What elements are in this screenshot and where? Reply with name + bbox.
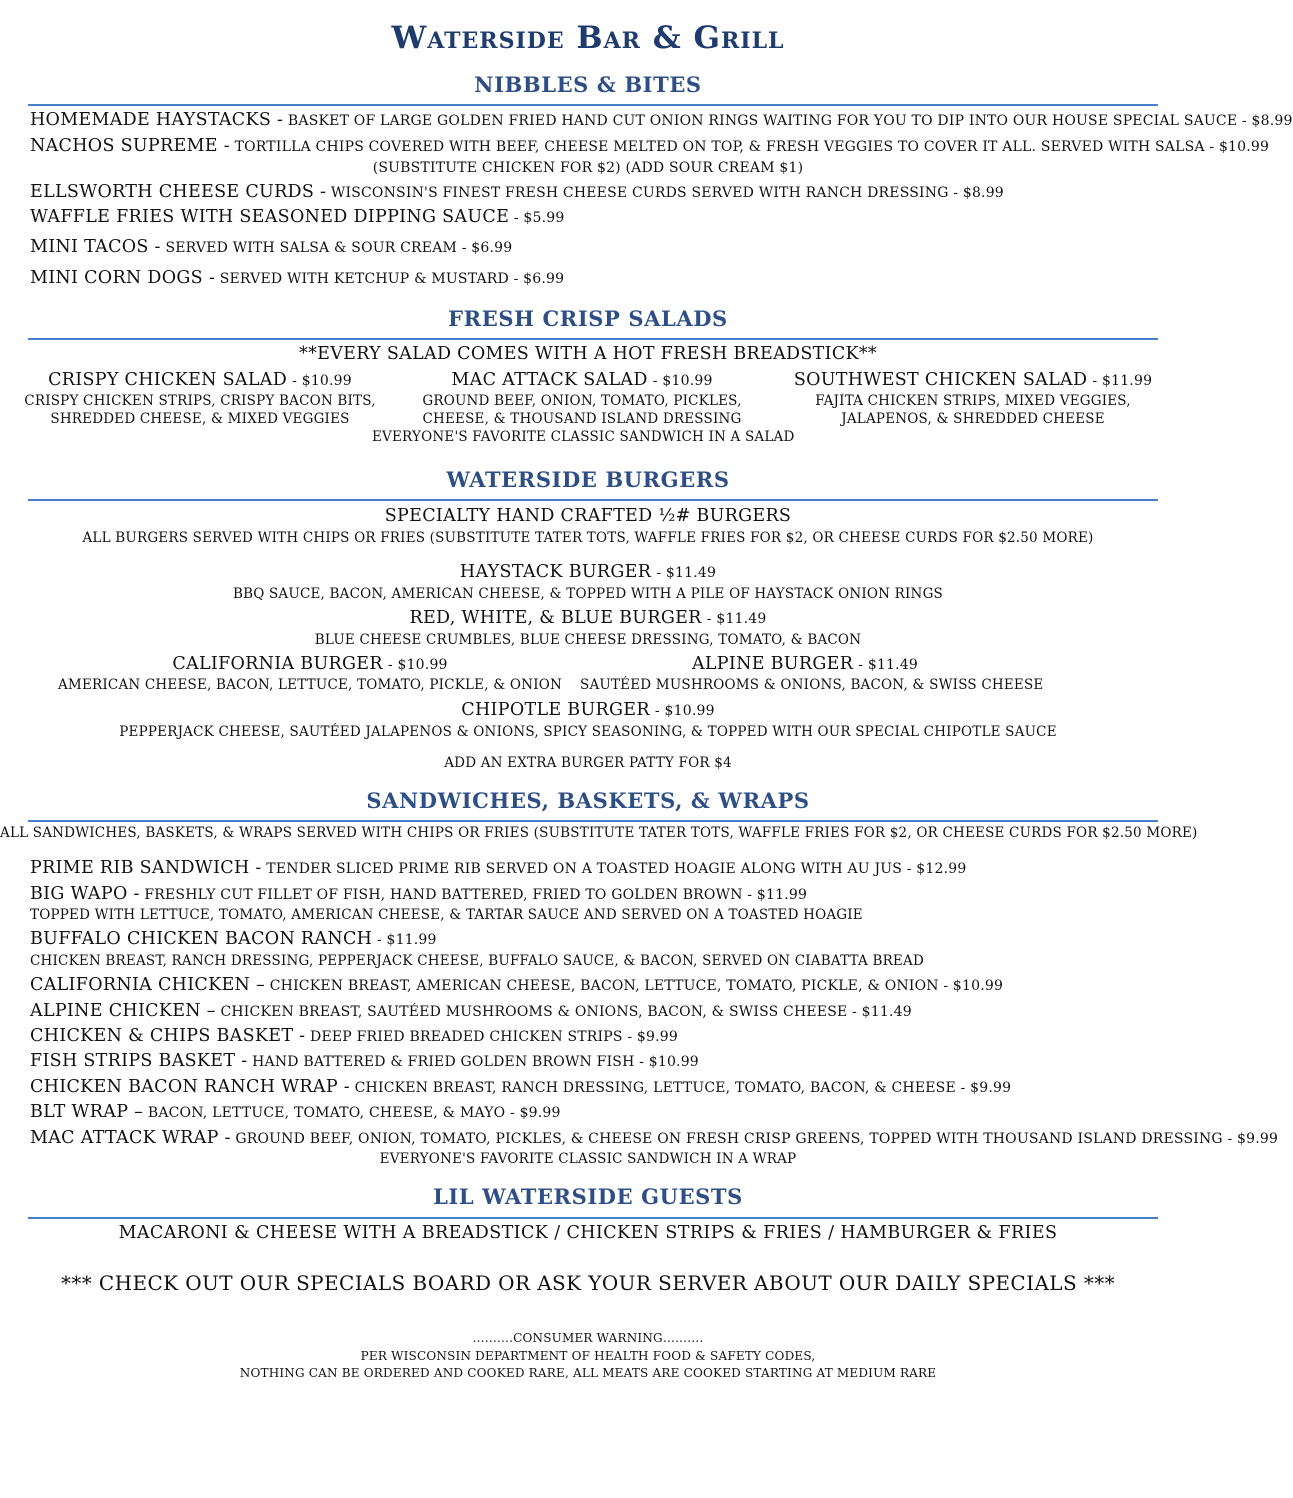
item-desc: SERVED WITH SALSA & SOUR CREAM - $6.99 — [165, 240, 513, 256]
item-name: BUFFALO CHICKEN BACON RANCH — [30, 929, 373, 949]
item-name: NACHOS SUPREME - — [30, 136, 230, 156]
item-desc: TENDER SLICED PRIME RIB SERVED ON A TOASTED HOAGIE ALONG WITH AU JUS - $12.99 — [266, 861, 967, 877]
item-desc-line: CRISPY CHICKEN STRIPS, CRISPY BACON BITS, — [24, 393, 376, 409]
section-heading-salads: FRESH CRISP SALADS — [448, 306, 728, 331]
item-name: CRISPY CHICKEN SALAD — [48, 370, 288, 390]
divider-salads — [28, 338, 1158, 340]
menu-item-waffle-fries — [30, 207, 565, 227]
item-desc: SERVED WITH KETCHUP & MUSTARD - $6.99 — [219, 271, 565, 287]
item-price: - $11.49 — [858, 657, 919, 673]
menu-item-mini-tacos — [30, 237, 512, 257]
burger-chipotle-desc: PEPPERJACK CHEESE, SAUTÉED JALAPENOS & ONIONS, SPICY SEASONING, & TOPPED WITH OUR SPECIAL CHIPOTLE SAUCE — [119, 724, 1057, 740]
item-price: - $11.49 — [656, 565, 717, 581]
item-desc-line: JALAPENOS, & SHREDDED CHEESE — [841, 411, 1105, 427]
nachos-note: (SUBSTITUTE CHICKEN FOR $2) (ADD SOUR CREAM $1) — [372, 160, 804, 176]
item-name: ALPINE CHICKEN – — [30, 1001, 216, 1021]
item-name: CALIFORNIA CHICKEN – — [30, 975, 266, 995]
item-name: ELLSWORTH CHEESE CURDS - — [30, 182, 327, 202]
menu-item-cheese-curds — [30, 182, 1004, 202]
divider-burgers — [28, 499, 1158, 501]
item-price: - $10.99 — [292, 373, 352, 389]
item-desc-line: CHEESE, & THOUSAND ISLAND DRESSING — [422, 411, 742, 427]
item-desc-line: EVERYONE'S FAVORITE CLASSIC SANDWICH IN A SALAD — [372, 429, 795, 445]
item-desc-line: SHREDDED CHEESE, & MIXED VEGGIES — [50, 411, 350, 427]
item-price: - $10.99 — [387, 657, 448, 673]
menu-item-prime-rib — [30, 858, 966, 878]
item-desc: TORTILLA CHIPS COVERED WITH BEEF, CHEESE MELTED ON TOP, & FRESH VEGGIES TO COVER IT ALL. SERVED WITH SALSA - $10.99 — [234, 139, 1270, 155]
item-desc: DEEP FRIED BREADED CHICKEN STRIPS - $9.99 — [310, 1029, 679, 1045]
burgers-subheading: SPECIALTY HAND CRAFTED ½# BURGERS — [384, 506, 792, 526]
section-heading-kids: LIL WATERSIDE GUESTS — [433, 1184, 743, 1209]
burgers-extra-patty: ADD AN EXTRA BURGER PATTY FOR $4 — [444, 755, 732, 771]
consumer-warning-line: NOTHING CAN BE ORDERED AND COOKED RARE, ALL MEATS ARE COOKED STARTING AT MEDIUM RARE — [239, 1366, 937, 1380]
item-price: - $11.49 — [706, 611, 767, 627]
divider-kids — [28, 1217, 1158, 1219]
item-name: SOUTHWEST CHICKEN SALAD — [793, 370, 1088, 390]
item-desc: HAND BATTERED & FRIED GOLDEN BROWN FISH - $10.99 — [252, 1054, 699, 1070]
item-name: MAC ATTACK SALAD — [451, 370, 648, 390]
menu-item-mac-attack-wrap — [30, 1128, 1278, 1148]
item-desc: CHICKEN BREAST, SAUTÉED MUSHROOMS & ONIONS, BACON, & SWISS CHEESE - $11.49 — [220, 1004, 912, 1020]
item-name: CHICKEN & CHIPS BASKET - — [30, 1026, 306, 1046]
kids-menu-line: MACARONI & CHEESE WITH A BREADSTICK / CHICKEN STRIPS & FRIES / HAMBURGER & FRIES — [118, 1223, 1058, 1243]
item-name: CHICKEN BACON RANCH WRAP - — [30, 1077, 350, 1097]
item-price: - $11.99 — [1092, 373, 1153, 389]
menu-item-chicken-chips — [30, 1026, 678, 1046]
item-desc: SAUTÉED MUSHROOMS & ONIONS, BACON, & SWISS CHEESE — [580, 677, 1044, 693]
item-desc: FRESHLY CUT FILLET OF FISH, HAND BATTERED, FRIED TO GOLDEN BROWN - $11.99 — [144, 887, 808, 903]
consumer-warning-title: ……….CONSUMER WARNING………. — [472, 1331, 704, 1345]
item-desc: CHICKEN BREAST, RANCH DRESSING, LETTUCE, TOMATO, BACON, & CHEESE - $9.99 — [354, 1080, 1012, 1096]
burger-red-white-blue — [0, 608, 1176, 628]
menu-item-mini-corn-dogs — [30, 268, 564, 288]
consumer-warning-line: PER WISCONSIN DEPARTMENT OF HEALTH FOOD & SAFETY CODES, — [360, 1349, 816, 1363]
menu-item-california-chicken — [30, 975, 1003, 995]
item-name: RED, WHITE, & BLUE BURGER — [409, 608, 702, 628]
menu-item-big-wapo — [30, 884, 807, 904]
section-heading-nibbles: NIBBLES & BITES — [474, 72, 702, 97]
burger-haystack-desc: BBQ SAUCE, BACON, AMERICAN CHEESE, & TOPPED WITH A PILE OF HAYSTACK ONION RINGS — [232, 586, 943, 602]
item-name: CALIFORNIA BURGER — [172, 654, 383, 674]
mac-attack-wrap-note: EVERYONE'S FAVORITE CLASSIC SANDWICH IN A WRAP — [379, 1151, 797, 1167]
item-desc: BASKET OF LARGE GOLDEN FRIED HAND CUT ONION RINGS WAITING FOR YOU TO DIP INTO OUR HOUSE SPECIAL SAUCE - $8.99 — [287, 113, 1293, 129]
item-desc: CHICKEN BREAST, AMERICAN CHEESE, BACON, LETTUCE, TOMATO, PICKLE, & ONION - $10.99 — [269, 978, 1004, 994]
salad-southwest-chicken — [790, 370, 1156, 427]
menu-item-chicken-bacon-ranch-wrap — [30, 1077, 1011, 1097]
item-name: MINI TACOS - — [30, 237, 161, 257]
item-name: MINI CORN DOGS - — [30, 268, 216, 288]
item-desc: AMERICAN CHEESE, BACON, LETTUCE, TOMATO, PICKLE, & ONION — [57, 677, 563, 693]
item-name: ALPINE BURGER — [691, 654, 854, 674]
menu-item-fish-strips — [30, 1051, 699, 1071]
menu-item-blt-wrap — [30, 1102, 561, 1122]
section-heading-sandwiches: SANDWICHES, BASKETS, & WRAPS — [366, 788, 810, 813]
item-price: - $10.99 — [654, 703, 715, 719]
item-desc: GROUND BEEF, ONION, TOMATO, PICKLES, & CHEESE ON FRESH CRISP GREENS, TOPPED WITH THOUSAND ISLAND DRESSING - $9.99 — [235, 1131, 1279, 1147]
item-name: WAFFLE FRIES WITH SEASONED DIPPING SAUCE — [30, 207, 510, 227]
item-name: MAC ATTACK WRAP - — [30, 1128, 231, 1148]
item-desc-line: GROUND BEEF, ONION, TOMATO, PICKLES, — [422, 393, 742, 409]
sandwiches-note: ALL SANDWICHES, BASKETS, & WRAPS SERVED WITH CHIPS OR FRIES (SUBSTITUTE TATER TOTS, WAFFLE FRIES FOR $2, OR CHEESE CURDS FOR $2.50 MORE) — [0, 825, 1198, 841]
item-desc: - $5.99 — [513, 210, 565, 226]
item-name: BLT WRAP – — [30, 1102, 144, 1122]
burgers-note: ALL BURGERS SERVED WITH CHIPS OR FRIES (SUBSTITUTE TATER TOTS, WAFFLE FRIES FOR $2, OR CHEESE CURDS FOR $2.50 MORE) — [82, 530, 1094, 546]
salad-crispy-chicken — [20, 370, 380, 427]
menu-item-haystacks — [30, 110, 1293, 130]
burger-red-white-blue-desc: BLUE CHEESE CRUMBLES, BLUE CHEESE DRESSING, TOMATO, & BACON — [314, 632, 862, 648]
item-name: BIG WAPO - — [30, 884, 140, 904]
salads-note: **EVERY SALAD COMES WITH A HOT FRESH BREADSTICK** — [299, 344, 877, 364]
burger-california — [40, 654, 580, 693]
burger-chipotle — [0, 700, 1176, 720]
restaurant-title: Waterside Bar & Grill — [391, 20, 785, 56]
specials-callout: *** CHECK OUT OUR SPECIALS BOARD OR ASK YOUR SERVER ABOUT OUR DAILY SPECIALS *** — [60, 1271, 1116, 1295]
divider-sandwiches — [28, 820, 1158, 822]
item-name: PRIME RIB SANDWICH - — [30, 858, 262, 878]
item-name: HOMEMADE HAYSTACKS - — [30, 110, 284, 130]
salad-mac-attack — [372, 370, 795, 445]
item-price: - $10.99 — [652, 373, 713, 389]
item-desc: - $11.99 — [376, 932, 437, 948]
menu-item-buffalo-chicken — [30, 929, 437, 949]
item-desc: BACON, LETTUCE, TOMATO, CHEESE, & MAYO - $9.99 — [147, 1105, 561, 1121]
divider-nibbles — [28, 104, 1158, 106]
item-name: HAYSTACK BURGER — [459, 562, 652, 582]
item-desc-line: FAJITA CHICKEN STRIPS, MIXED VEGGIES, — [815, 393, 1131, 409]
item-name: FISH STRIPS BASKET - — [30, 1051, 248, 1071]
menu-item-nachos — [30, 136, 1269, 156]
big-wapo-desc: TOPPED WITH LETTUCE, TOMATO, AMERICAN CHEESE, & TARTAR SAUCE AND SERVED ON A TOASTED HOAGIE — [30, 907, 863, 923]
menu-item-alpine-chicken — [30, 1001, 912, 1021]
item-desc: WISCONSIN'S FINEST FRESH CHEESE CURDS SERVED WITH RANCH DRESSING - $8.99 — [330, 185, 1004, 201]
buffalo-chicken-desc: CHICKEN BREAST, RANCH DRESSING, PEPPERJACK CHEESE, BUFFALO SAUCE, & BACON, SERVED ON CIABATTA BREAD — [30, 953, 924, 969]
section-heading-burgers: WATERSIDE BURGERS — [446, 467, 730, 492]
item-name: CHIPOTLE BURGER — [461, 700, 650, 720]
burger-alpine — [580, 654, 1044, 693]
burger-haystack — [0, 562, 1176, 582]
